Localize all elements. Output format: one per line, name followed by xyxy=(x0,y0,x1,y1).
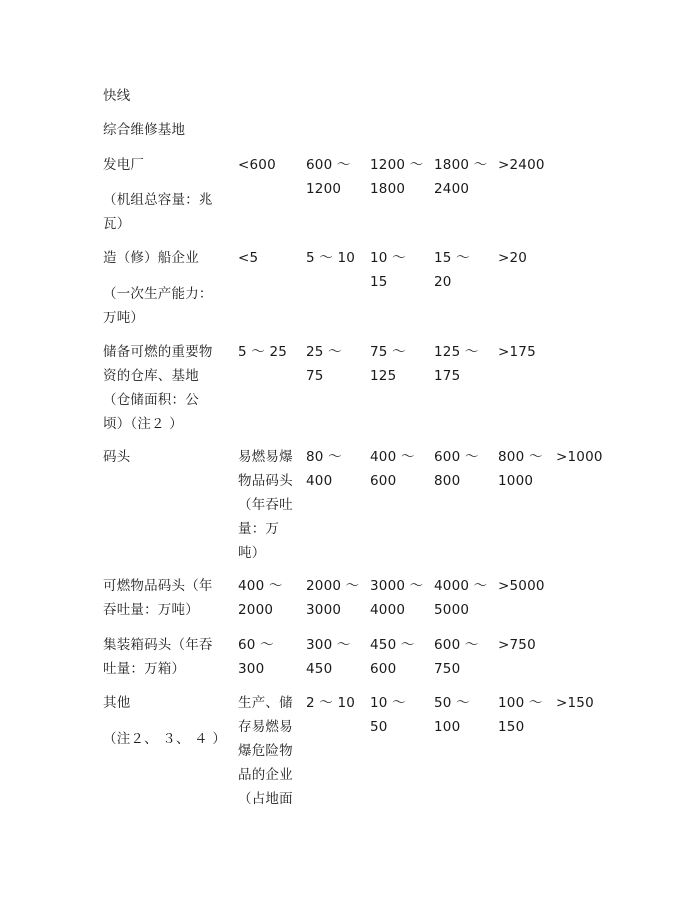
table-cell: <600 xyxy=(238,157,276,173)
row-label: 造（修）船企业 xyxy=(103,250,199,266)
table-cell: >175 xyxy=(498,344,536,360)
row-label: 储备可燃的重要物 资的仓库、基地 （仓储面积：公 顷）（注２ ） xyxy=(103,344,213,432)
table-cell: 600 ～ 800 xyxy=(434,449,479,489)
table-cell: 75 ～ 125 xyxy=(370,344,406,384)
table-cell: <5 xyxy=(238,250,259,266)
table-cell: >20 xyxy=(498,250,528,266)
table-cell: 80 ～ 400 xyxy=(306,449,342,489)
table-cell: 10 ～ 15 xyxy=(370,250,406,290)
table-cell: 1800 ～ 2400 xyxy=(434,157,488,197)
table-cell: 50 ～ 100 xyxy=(434,695,470,735)
table-cell: 100 ～ 150 xyxy=(498,695,543,735)
table-cell: 3000 ～ 4000 xyxy=(370,578,424,618)
table-cell: 60 ～ 300 xyxy=(238,637,274,677)
table-cell: >750 xyxy=(498,637,536,653)
table-cell: >150 xyxy=(556,695,594,711)
table-cell: 5 ～ 10 xyxy=(306,250,356,266)
table-cell: >5000 xyxy=(498,578,545,594)
table-cell: 25 ～ 75 xyxy=(306,344,342,384)
table-cell: 2 ～ 10 xyxy=(306,695,356,711)
row-label-note: （一次生产能力： 万吨） xyxy=(103,286,213,326)
table-cell: 450 ～ 600 xyxy=(370,637,415,677)
table-cell: 400 ～ 2000 xyxy=(238,578,283,618)
table-cell: 800 ～ 1000 xyxy=(498,449,543,489)
row-label: 可燃物品码头（年 吞吐量：万吨） xyxy=(103,578,213,618)
table-cell: 2000 ～ 3000 xyxy=(306,578,360,618)
table-cell: 5 ～ 25 xyxy=(238,344,288,360)
table-cell: >2400 xyxy=(498,157,545,173)
row-label: 码头 xyxy=(103,449,131,465)
table-cell: >1000 xyxy=(556,449,603,465)
row-label: 其他 xyxy=(103,695,131,711)
table-cell: 生产、储 存易燃易 爆危险物 品的企业 （占地面 xyxy=(238,695,293,807)
heading-kuaixian: 快线 xyxy=(103,88,131,104)
table-cell: 300 ～ 450 xyxy=(306,637,351,677)
table-cell: 125 ～ 175 xyxy=(434,344,479,384)
table-cell: 400 ～ 600 xyxy=(370,449,415,489)
table-cell: 易燃易爆 物品码头 （年吞吐 量：万 吨） xyxy=(238,449,293,561)
table-cell: 600 ～ 750 xyxy=(434,637,479,677)
table-cell: 1200 ～ 1800 xyxy=(370,157,424,197)
row-label: 发电厂 xyxy=(103,157,145,173)
table-cell: 600 ～ 1200 xyxy=(306,157,351,197)
table-cell: 10 ～ 50 xyxy=(370,695,406,735)
table-cell: 15 ～ 20 xyxy=(434,250,470,290)
row-label-note: （机组总容量：兆 瓦） xyxy=(103,192,213,232)
table-cell: 4000 ～ 5000 xyxy=(434,578,488,618)
heading-maintenance-base: 综合维修基地 xyxy=(103,122,186,138)
row-label: 集装箱码头（年吞 吐量：万箱） xyxy=(103,637,213,677)
row-label-note: （注２、 ３、 ４ ） xyxy=(103,731,227,747)
